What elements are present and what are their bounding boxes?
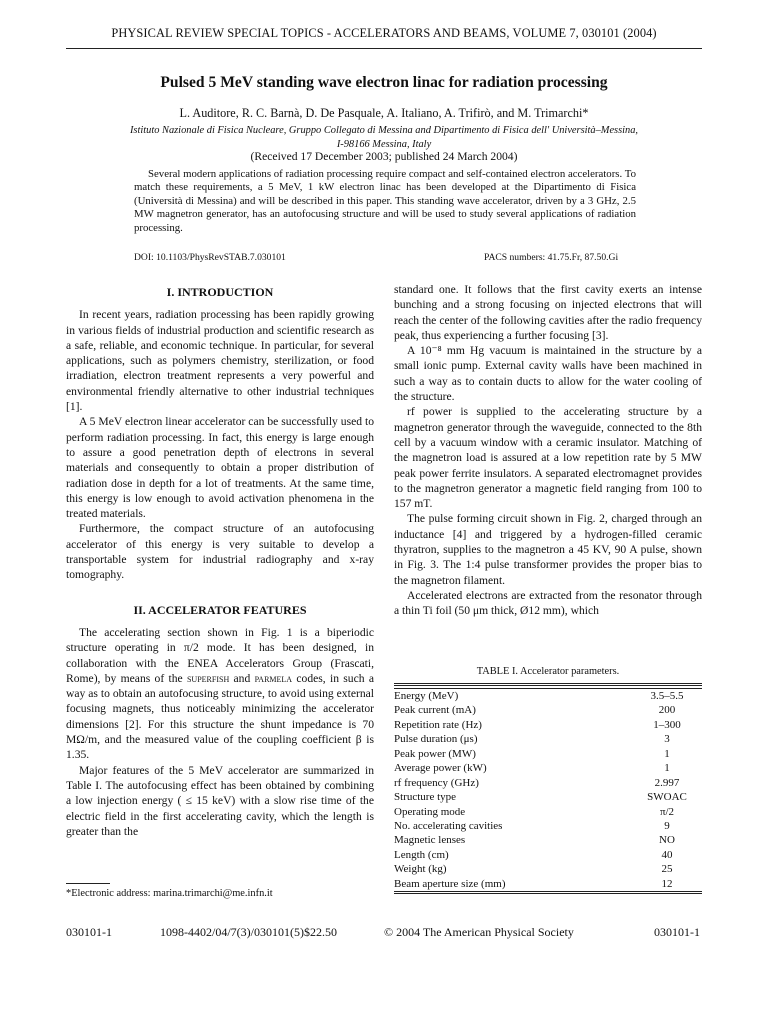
table-row: [394, 833, 702, 847]
table-row: [394, 819, 702, 833]
table-cell-parameter: Energy (MeV): [394, 690, 459, 702]
footer-page-number-left: 030101-1: [66, 925, 112, 939]
table-cell-parameter: Magnetic lenses: [394, 834, 466, 847]
right-column: [394, 282, 702, 619]
right-paragraph-3: rf power is supplied to the accelerating structure by a magnetron generator through the waveguide, connected to the 8th cell by a vacuum window with a ceramic insulator. Matching of the magnetron load is assured at a low repetition rate by 5 MW peak power ferrite insulators. A separated electromagnet provides to the magnetron generator a magnetic field ranging from 100 to 157 mT.: [394, 405, 702, 511]
running-head: PHYSICAL REVIEW SPECIAL TOPICS - ACCELERATORS AND BEAMS, VOLUME 7, 030101 (2004): [111, 26, 657, 40]
parameters-table: [394, 689, 702, 891]
right-paragraph-1: standard one. It follows that the first cavity exerts an intense bunching and a strong focusing on injected electrons that will reach the center of the following cavities after the radio frequency peak, thus experiencing a further focusing [3].: [394, 283, 702, 342]
table-cell-value: 200: [658, 704, 676, 717]
pacs-numbers: PACS numbers: 41.75.Fr, 87.50.Gi: [484, 252, 619, 263]
intro-paragraph-2: A 5 MeV electron linear accelerator can be successfully used to perform radiation processing. In fact, this energy is large enough to assure a good penetration depth of electrons in several materials and consequently to obtain a proper distribution of radiation dose in depth for a lot of treatments. At the same time, this energy is low enough to avoid activation phenomena in the treated materials.: [66, 415, 374, 521]
section-heading-accelerator-features: II. ACCELERATOR FEATURES: [133, 602, 307, 617]
table-cell-value: 40: [661, 848, 673, 861]
table-row: [394, 747, 702, 761]
table-row: [394, 761, 702, 775]
footer-page-number-right: 030101-1: [654, 925, 700, 939]
table-row: [394, 703, 702, 717]
accelerator-paragraph-2: Major features of the 5 MeV accelerator are summarized in Table I. The autofocusing effect has been obtained by combining a low injection energy ( ≤ 15 keV) with a slow rise time of the electric field in the first accelerating cavity, which the length is greater than the: [66, 763, 374, 838]
table-cell-parameter: Repetition rate (Hz): [394, 718, 482, 731]
table-row: [394, 732, 702, 746]
paper-title: Pulsed 5 MeV standing wave electron linac for radiation processing: [160, 74, 608, 91]
table-cell-value: 2.997: [654, 776, 680, 789]
accelerator-paragraph-1-text-a: The accelerating section shown in Fig. 1 is a biperiodic structure operating in π/2 mode. It has been designed, in collaboration with the ENEA Accelerators Group (Frascati, Rome), by means of the: [66, 625, 374, 685]
table-cell-value: 1–300: [653, 718, 681, 731]
table-cell-parameter: rf frequency (GHz): [394, 776, 479, 789]
left-column: [66, 282, 374, 839]
table-cell-value: 3.5–5.5: [650, 690, 684, 702]
table-row: [394, 848, 702, 862]
footer-issn: 1098-4402/04/7(3)/030101(5)$22.50: [160, 925, 337, 939]
affiliation-line-2: I-98166 Messina, Italy: [336, 138, 432, 150]
table-cell-value: 25: [661, 863, 673, 876]
table-cell-parameter: Operating mode: [394, 805, 466, 818]
doi-link[interactable]: DOI: 10.1103/PhysRevSTAB.7.030101: [134, 252, 286, 263]
table-cell-value: π/2: [659, 805, 675, 818]
accelerator-paragraph-1-text-b: codes, in such a way as to obtain an autofocusing structure, to avoid using external focusing magnets, thus noticeably minimizing the accelerator dimensions [2]. For this structure the shunt impedance is 70 MΩ/m, and the measured value of the coupling coefficient β is 1.35.: [66, 671, 374, 762]
affiliation-line-1: Istituto Nazionale di Fisica Nucleare, Gruppo Collegato di Messina and Dipartimento di Fisica dell' Università–Messina,: [129, 125, 639, 136]
accelerator-paragraph-1: [66, 625, 374, 763]
footnote-rule: [66, 883, 110, 884]
abstract: Several modern applications of radiation processing require compact and self-contained electron accelerators. To match these requirements, a 5 MeV, 1 kW electron linac has been developed at the Dipartimento di Fisica (Università di Messina) and will be described in this paper. This standing wave accelerator, driven by a 3 GHz, 2.5 MW magnetron generator, has an autofocusing structure and will be used to study several applications of radiation processing.: [134, 168, 636, 234]
header-rule: [66, 48, 702, 49]
table-cell-parameter: Weight (kg): [394, 863, 447, 876]
table-row: [394, 805, 702, 819]
table-caption: TABLE I. Accelerator parameters.: [476, 666, 620, 677]
table-row: [394, 790, 702, 804]
table-cell-value: 12: [661, 877, 673, 890]
table-cell-parameter: Peak current (mA): [394, 704, 476, 717]
affiliation: [66, 124, 702, 151]
table-cell-value: 9: [664, 819, 670, 832]
table-row: [394, 718, 702, 732]
accelerator-paragraph-1-and: and: [229, 671, 255, 685]
table-cell-parameter: Structure type: [394, 791, 457, 804]
table-cell-parameter: Length (cm): [394, 848, 449, 861]
table-cell-parameter: Average power (kW): [394, 762, 487, 775]
section-heading-introduction: I. INTRODUCTION: [166, 285, 274, 299]
received-date: (Received 17 December 2003; published 24 March 2004): [250, 150, 518, 163]
section-gap: [66, 583, 374, 600]
table-bottom-rule: [394, 891, 702, 894]
table-cell-value: 1: [664, 762, 670, 775]
right-paragraph-5: Accelerated electrons are extracted from the resonator through a thin Ti foil (50 μm thick, Ø12 mm), which: [394, 588, 702, 618]
footer-copyright: © 2004 The American Physical Society: [384, 925, 574, 939]
table-cell-value: SWOAC: [647, 791, 687, 804]
table-top-rule: [394, 683, 702, 686]
table-cell-value: 1: [664, 747, 670, 760]
table-cell-parameter: Pulse duration (μs): [394, 733, 478, 746]
table-cell-parameter: Beam aperture size (mm): [394, 877, 506, 890]
right-paragraph-2: A 10⁻⁸ mm Hg vacuum is maintained in the structure by a small ionic pump. External cavity walls have been machined in such a way as to contain ducts to allow for the water cooling of the structure.: [394, 344, 702, 404]
superfish-code-name: superfish: [186, 671, 230, 685]
table-row: [394, 862, 702, 876]
intro-paragraph-1: In recent years, radiation processing has been rapidly growing in various fields of industrial production and scientific research as a safe, reliable, and economic technique. In particular, for several applications, such as polymers chemistry, sterilization, or food irradiation, electron treatment represents a very powerful and environmental friendly alternative to other industrial techniques [1].: [66, 308, 374, 414]
table-row: [394, 776, 702, 790]
footnote-email: *Electronic address: marina.trimarchi@me.infn.it: [66, 888, 273, 899]
author-list: L. Auditore, R. C. Barnà, D. De Pasquale, A. Italiano, A. Trifirò, and M. Trimarchi*: [179, 106, 589, 120]
table-cell-parameter: Peak power (MW): [394, 747, 476, 760]
intro-paragraph-3: Furthermore, the compact structure of an autofocusing accelerator of this energy is very suitable to develop a transportable system for industrial radiography and x-ray tomography.: [66, 522, 374, 582]
table-row: [394, 877, 702, 891]
parmela-code-name: parmela: [254, 671, 293, 685]
right-paragraph-4: The pulse forming circuit shown in Fig. 2, charged through an inductance [4] and triggered by a hydrogen-filled ceramic thyratron, supplies to the magnetron a 45 KV, 90 A pulse, shown in Fig. 3. The 1:4 pulse transformer provides the proper bias to the magnetron filament.: [394, 512, 702, 587]
table-row: [394, 689, 702, 703]
table-cell-value: NO: [659, 834, 675, 847]
table-cell-value: 3: [664, 733, 670, 746]
table-cell-parameter: No. accelerating cavities: [394, 819, 503, 832]
